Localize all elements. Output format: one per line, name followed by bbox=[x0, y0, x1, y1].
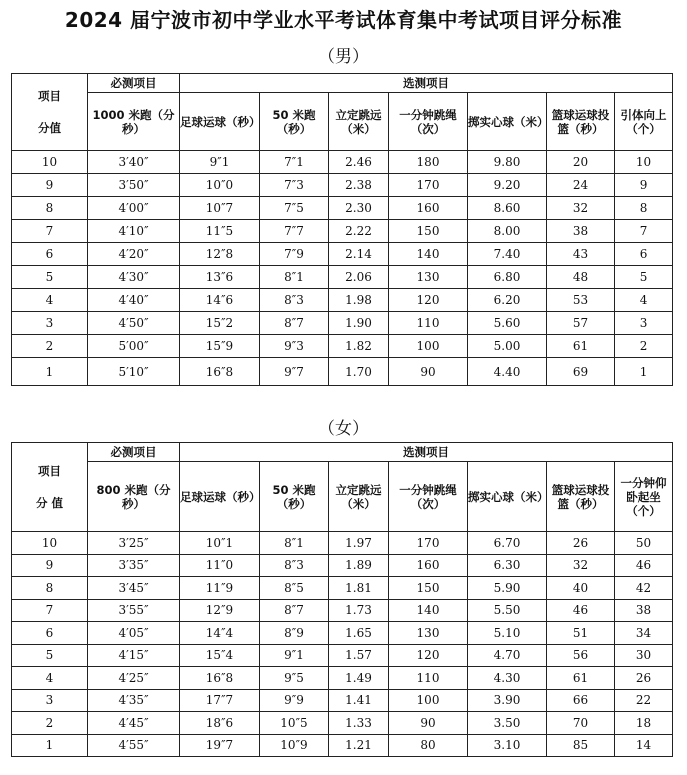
standard-cell: 57 bbox=[547, 312, 615, 335]
standard-cell: 1.73 bbox=[329, 599, 389, 622]
standard-cell: 8.00 bbox=[468, 220, 547, 243]
column-header: 1000 米跑（分秒） bbox=[88, 93, 180, 151]
column-header: 立定跳远（米） bbox=[329, 93, 389, 151]
standard-cell: 1.33 bbox=[329, 712, 389, 735]
standard-cell: 1.41 bbox=[329, 689, 389, 712]
standard-cell: 32 bbox=[547, 554, 615, 577]
standard-cell: 5.00 bbox=[468, 335, 547, 358]
standard-cell: 3′40″ bbox=[88, 151, 180, 174]
standard-cell: 10″0 bbox=[180, 174, 260, 197]
standard-cell: 150 bbox=[389, 577, 468, 600]
column-header: 掷实心球（米） bbox=[468, 462, 547, 532]
table-row bbox=[12, 554, 673, 577]
standard-cell: 13″6 bbox=[180, 266, 260, 289]
standard-cell: 150 bbox=[389, 220, 468, 243]
score-cell: 4 bbox=[12, 289, 88, 312]
standard-cell: 18 bbox=[615, 712, 673, 735]
score-cell: 2 bbox=[12, 712, 88, 735]
table-row bbox=[12, 644, 673, 667]
standard-cell: 8 bbox=[615, 197, 673, 220]
standard-cell: 90 bbox=[389, 358, 468, 386]
standard-cell: 1.49 bbox=[329, 667, 389, 690]
standard-cell: 110 bbox=[389, 667, 468, 690]
standard-cell: 1.65 bbox=[329, 622, 389, 645]
standard-cell: 22 bbox=[615, 689, 673, 712]
table-row bbox=[12, 667, 673, 690]
standard-cell: 9.20 bbox=[468, 174, 547, 197]
standard-cell: 15″4 bbox=[180, 644, 260, 667]
optional-group-header: 选测项目 bbox=[180, 74, 673, 93]
standard-cell: 6.20 bbox=[468, 289, 547, 312]
standard-cell: 7″1 bbox=[260, 151, 329, 174]
standard-cell: 10″7 bbox=[180, 197, 260, 220]
standard-cell: 50 bbox=[615, 532, 673, 555]
table-row bbox=[12, 289, 673, 312]
table-row bbox=[12, 220, 673, 243]
standard-cell: 1.21 bbox=[329, 734, 389, 757]
standard-cell: 16″8 bbox=[180, 667, 260, 690]
standard-cell: 1.81 bbox=[329, 577, 389, 600]
standard-cell: 19″7 bbox=[180, 734, 260, 757]
standard-cell: 10 bbox=[615, 151, 673, 174]
standard-cell: 10″1 bbox=[180, 532, 260, 555]
standard-cell: 8″7 bbox=[260, 312, 329, 335]
standard-cell: 1.97 bbox=[329, 532, 389, 555]
standard-cell: 3′35″ bbox=[88, 554, 180, 577]
corner-item-label: 项目 bbox=[38, 89, 61, 103]
standard-cell: 5′00″ bbox=[88, 335, 180, 358]
standard-cell: 61 bbox=[547, 667, 615, 690]
standard-cell: 3′55″ bbox=[88, 599, 180, 622]
standard-cell: 1.57 bbox=[329, 644, 389, 667]
standard-cell: 4.30 bbox=[468, 667, 547, 690]
standard-cell: 5.10 bbox=[468, 622, 547, 645]
column-header: 一分钟仰卧起坐（个） bbox=[615, 462, 673, 532]
standard-cell: 1.98 bbox=[329, 289, 389, 312]
standard-cell: 4′05″ bbox=[88, 622, 180, 645]
page-title: 2024 届宁波市初中学业水平考试体育集中考试项目评分标准 bbox=[64, 8, 623, 32]
standard-cell: 14 bbox=[615, 734, 673, 757]
corner-item-label: 项目 bbox=[38, 464, 61, 478]
standard-cell: 7 bbox=[615, 220, 673, 243]
standard-cell: 2.06 bbox=[329, 266, 389, 289]
standard-cell: 180 bbox=[389, 151, 468, 174]
standard-cell: 170 bbox=[389, 532, 468, 555]
standard-cell: 4 bbox=[615, 289, 673, 312]
corner-header bbox=[12, 443, 88, 532]
standard-cell: 2.30 bbox=[329, 197, 389, 220]
table-row bbox=[12, 532, 673, 555]
standard-cell: 1.89 bbox=[329, 554, 389, 577]
table-row bbox=[12, 689, 673, 712]
standard-cell: 6.30 bbox=[468, 554, 547, 577]
standard-cell: 8″9 bbox=[260, 622, 329, 645]
standard-cell: 3 bbox=[615, 312, 673, 335]
score-cell: 8 bbox=[12, 197, 88, 220]
required-group-header: 必测项目 bbox=[88, 443, 180, 462]
standard-cell: 2.14 bbox=[329, 243, 389, 266]
standard-cell: 2.38 bbox=[329, 174, 389, 197]
standard-cell: 160 bbox=[389, 197, 468, 220]
column-header: 50 米跑（秒） bbox=[260, 93, 329, 151]
score-cell: 4 bbox=[12, 667, 88, 690]
column-header: 引体向上（个） bbox=[615, 93, 673, 151]
standard-cell: 2.22 bbox=[329, 220, 389, 243]
score-cell: 8 bbox=[12, 577, 88, 600]
score-cell: 9 bbox=[12, 554, 88, 577]
standard-cell: 5.60 bbox=[468, 312, 547, 335]
standard-cell: 5 bbox=[615, 266, 673, 289]
male-score-table bbox=[11, 73, 673, 386]
standard-cell: 48 bbox=[547, 266, 615, 289]
standard-cell: 140 bbox=[389, 599, 468, 622]
standard-cell: 90 bbox=[389, 712, 468, 735]
standard-cell: 3′45″ bbox=[88, 577, 180, 600]
table-row bbox=[12, 197, 673, 220]
standard-cell: 100 bbox=[389, 335, 468, 358]
column-header: 篮球运球投篮（秒） bbox=[547, 462, 615, 532]
standard-cell: 5.90 bbox=[468, 577, 547, 600]
standard-cell: 7″3 bbox=[260, 174, 329, 197]
column-header: 足球运球（秒） bbox=[180, 462, 260, 532]
standard-cell: 4′15″ bbox=[88, 644, 180, 667]
column-header: 立定跳远（米） bbox=[329, 462, 389, 532]
standard-cell: 6.70 bbox=[468, 532, 547, 555]
table-row bbox=[12, 599, 673, 622]
standard-cell: 160 bbox=[389, 554, 468, 577]
table-row bbox=[12, 151, 673, 174]
female-section-title: （女） bbox=[318, 419, 369, 439]
standard-cell: 11″0 bbox=[180, 554, 260, 577]
standard-cell: 69 bbox=[547, 358, 615, 386]
column-header: 篮球运球投篮（秒） bbox=[547, 93, 615, 151]
standard-cell: 9″9 bbox=[260, 689, 329, 712]
score-cell: 6 bbox=[12, 622, 88, 645]
standard-cell: 4′10″ bbox=[88, 220, 180, 243]
standard-cell: 130 bbox=[389, 266, 468, 289]
standard-cell: 14″4 bbox=[180, 622, 260, 645]
score-cell: 10 bbox=[12, 532, 88, 555]
standard-cell: 38 bbox=[615, 599, 673, 622]
table-row bbox=[12, 174, 673, 197]
corner-header bbox=[12, 74, 88, 151]
column-header: 足球运球（秒） bbox=[180, 93, 260, 151]
score-cell: 9 bbox=[12, 174, 88, 197]
standard-cell: 8.60 bbox=[468, 197, 547, 220]
standard-cell: 4′25″ bbox=[88, 667, 180, 690]
standard-cell: 9″3 bbox=[260, 335, 329, 358]
table-row bbox=[12, 577, 673, 600]
standard-cell: 80 bbox=[389, 734, 468, 757]
standard-cell: 85 bbox=[547, 734, 615, 757]
standard-cell: 4′50″ bbox=[88, 312, 180, 335]
standard-cell: 26 bbox=[547, 532, 615, 555]
standard-cell: 14″6 bbox=[180, 289, 260, 312]
column-header: 800 米跑（分秒） bbox=[88, 462, 180, 532]
standard-cell: 8″3 bbox=[260, 554, 329, 577]
standard-cell: 70 bbox=[547, 712, 615, 735]
standard-cell: 12″9 bbox=[180, 599, 260, 622]
standard-cell: 46 bbox=[547, 599, 615, 622]
score-cell: 10 bbox=[12, 151, 88, 174]
standard-cell: 3′50″ bbox=[88, 174, 180, 197]
standard-cell: 32 bbox=[547, 197, 615, 220]
standard-cell: 34 bbox=[615, 622, 673, 645]
standard-cell: 130 bbox=[389, 622, 468, 645]
standard-cell: 8″1 bbox=[260, 266, 329, 289]
standard-cell: 51 bbox=[547, 622, 615, 645]
required-group-header: 必测项目 bbox=[88, 74, 180, 93]
standard-cell: 7″9 bbox=[260, 243, 329, 266]
standard-cell: 8″3 bbox=[260, 289, 329, 312]
standard-cell: 4′30″ bbox=[88, 266, 180, 289]
standard-cell: 7″7 bbox=[260, 220, 329, 243]
standard-cell: 12″8 bbox=[180, 243, 260, 266]
standard-cell: 9.80 bbox=[468, 151, 547, 174]
standard-cell: 140 bbox=[389, 243, 468, 266]
standard-cell: 43 bbox=[547, 243, 615, 266]
standard-cell: 15″2 bbox=[180, 312, 260, 335]
corner-score-label: 分 值 bbox=[35, 496, 63, 510]
standard-cell: 4′35″ bbox=[88, 689, 180, 712]
standard-cell: 9″7 bbox=[260, 358, 329, 386]
standard-cell: 1.82 bbox=[329, 335, 389, 358]
standard-cell: 3′25″ bbox=[88, 532, 180, 555]
standard-cell: 46 bbox=[615, 554, 673, 577]
standard-cell: 1 bbox=[615, 358, 673, 386]
column-header: 掷实心球（米） bbox=[468, 93, 547, 151]
male-section-title: （男） bbox=[318, 47, 369, 67]
column-header: 50 米跑（秒） bbox=[260, 462, 329, 532]
standard-cell: 17″7 bbox=[180, 689, 260, 712]
standard-cell: 20 bbox=[547, 151, 615, 174]
standard-cell: 2 bbox=[615, 335, 673, 358]
score-cell: 7 bbox=[12, 599, 88, 622]
female-score-table bbox=[11, 442, 673, 757]
standard-cell: 5′10″ bbox=[88, 358, 180, 386]
standard-cell: 24 bbox=[547, 174, 615, 197]
score-cell: 3 bbox=[12, 312, 88, 335]
table-row bbox=[12, 243, 673, 266]
standard-cell: 7″5 bbox=[260, 197, 329, 220]
standard-cell: 5.50 bbox=[468, 599, 547, 622]
standard-cell: 18″6 bbox=[180, 712, 260, 735]
column-header: 一分钟跳绳（次） bbox=[389, 462, 468, 532]
standard-cell: 9″5 bbox=[260, 667, 329, 690]
standard-cell: 53 bbox=[547, 289, 615, 312]
standard-cell: 6.80 bbox=[468, 266, 547, 289]
standard-cell: 6 bbox=[615, 243, 673, 266]
table-row bbox=[12, 734, 673, 757]
standard-cell: 8″5 bbox=[260, 577, 329, 600]
standard-cell: 4.70 bbox=[468, 644, 547, 667]
table-row bbox=[12, 266, 673, 289]
standard-cell: 7.40 bbox=[468, 243, 547, 266]
standard-cell: 3.50 bbox=[468, 712, 547, 735]
standard-cell: 1.70 bbox=[329, 358, 389, 386]
standard-cell: 66 bbox=[547, 689, 615, 712]
score-cell: 5 bbox=[12, 644, 88, 667]
standard-cell: 38 bbox=[547, 220, 615, 243]
standard-cell: 170 bbox=[389, 174, 468, 197]
score-cell: 1 bbox=[12, 358, 88, 386]
standard-cell: 120 bbox=[389, 289, 468, 312]
table-row bbox=[12, 712, 673, 735]
standard-cell: 9″1 bbox=[180, 151, 260, 174]
standard-cell: 30 bbox=[615, 644, 673, 667]
standard-cell: 120 bbox=[389, 644, 468, 667]
standard-cell: 4′55″ bbox=[88, 734, 180, 757]
score-cell: 6 bbox=[12, 243, 88, 266]
standard-cell: 4′40″ bbox=[88, 289, 180, 312]
standard-cell: 26 bbox=[615, 667, 673, 690]
corner-score-label: 分值 bbox=[38, 121, 61, 135]
standard-cell: 4′00″ bbox=[88, 197, 180, 220]
table-row bbox=[12, 312, 673, 335]
standard-cell: 3.90 bbox=[468, 689, 547, 712]
standard-cell: 11″9 bbox=[180, 577, 260, 600]
standard-cell: 42 bbox=[615, 577, 673, 600]
table-row bbox=[12, 622, 673, 645]
score-cell: 5 bbox=[12, 266, 88, 289]
score-cell: 1 bbox=[12, 734, 88, 757]
standard-cell: 3.10 bbox=[468, 734, 547, 757]
standard-cell: 8″1 bbox=[260, 532, 329, 555]
standard-cell: 15″9 bbox=[180, 335, 260, 358]
standard-cell: 4′20″ bbox=[88, 243, 180, 266]
standard-cell: 9″1 bbox=[260, 644, 329, 667]
standard-cell: 100 bbox=[389, 689, 468, 712]
standard-cell: 4′45″ bbox=[88, 712, 180, 735]
score-cell: 3 bbox=[12, 689, 88, 712]
table-row bbox=[12, 358, 673, 386]
standard-cell: 10″9 bbox=[260, 734, 329, 757]
standard-cell: 8″7 bbox=[260, 599, 329, 622]
optional-group-header: 选测项目 bbox=[180, 443, 673, 462]
score-cell: 7 bbox=[12, 220, 88, 243]
standard-cell: 10″5 bbox=[260, 712, 329, 735]
standard-cell: 56 bbox=[547, 644, 615, 667]
standard-cell: 16″8 bbox=[180, 358, 260, 386]
standard-cell: 1.90 bbox=[329, 312, 389, 335]
standard-cell: 110 bbox=[389, 312, 468, 335]
standard-cell: 9 bbox=[615, 174, 673, 197]
standard-cell: 4.40 bbox=[468, 358, 547, 386]
standard-cell: 2.46 bbox=[329, 151, 389, 174]
standard-cell: 61 bbox=[547, 335, 615, 358]
table-row bbox=[12, 335, 673, 358]
column-header: 一分钟跳绳（次） bbox=[389, 93, 468, 151]
score-cell: 2 bbox=[12, 335, 88, 358]
standard-cell: 11″5 bbox=[180, 220, 260, 243]
standard-cell: 40 bbox=[547, 577, 615, 600]
